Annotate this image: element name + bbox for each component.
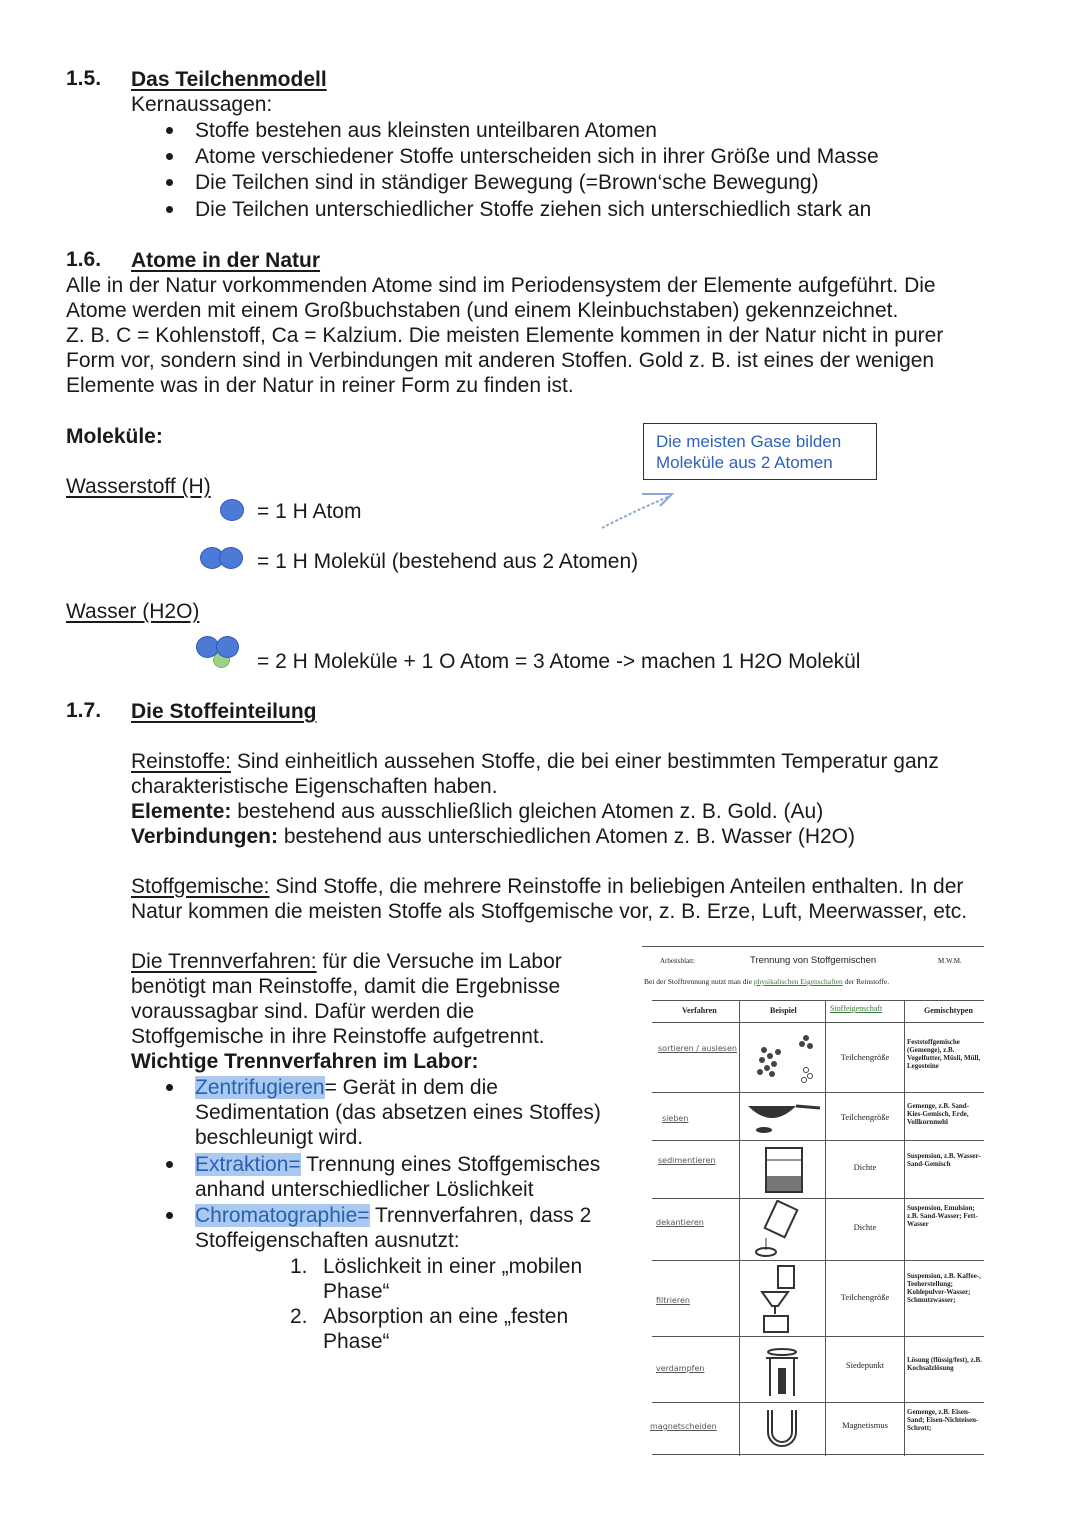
paragraph-line: charakteristische Eigenschaften haben. (131, 775, 498, 798)
paragraph-line: Alle in der Natur vorkommenden Atome sind im Periodensystem der Elemente aufgeführt. Die (66, 274, 936, 297)
worksheet-header: Beispiel (770, 1006, 797, 1015)
paragraph-line: anhand unterschiedlicher Löslichkeit (195, 1178, 534, 1201)
worksheet-image (642, 946, 984, 1456)
type-cell: Suspension, z.B. Wasser-Sand-Gemisch (907, 1152, 981, 1168)
bullet-icon (166, 1161, 173, 1168)
method-line (195, 1152, 600, 1177)
definition: für die Versuche im Labor (316, 950, 562, 973)
paragraph-line: voraussagbar sind. Dafür werden die (131, 1000, 475, 1023)
reinstoffe-line (131, 749, 939, 774)
type-cell: Lösung (flüssig/fest), z.B. Kochsalzlösung (907, 1356, 982, 1372)
wichtig-heading: Wichtige Trennverfahren im Labor: (131, 1050, 479, 1073)
prop-cell: Teilchengröße (840, 1112, 890, 1122)
paragraph-line: Z. B. C = Kohlenstoff, Ca = Kalzium. Die meisten Elemente kommen in der Natur nicht in purer (66, 324, 944, 347)
section-title: Atome in der Natur (131, 249, 321, 272)
list-item: Stoffe bestehen aus kleinsten unteilbaren Atomen (195, 119, 657, 142)
note-box (643, 423, 877, 480)
paragraph-line: benötigt man Reinstoffe, damit die Ergebnisse (131, 975, 561, 998)
definition: bestehend aus ausschließlich gleichen Atomen z. B. Gold. (Au) (231, 800, 824, 823)
worksheet-header: Verfahren (682, 1006, 717, 1015)
paragraph-line: Stoffgemische in ihre Reinstoffe aufgetrennt. (131, 1025, 545, 1048)
list-number: 2. (290, 1305, 308, 1328)
verfahren-cell: sortieren / auslesen (658, 1044, 737, 1053)
section-title: Das Teilchenmodell (131, 68, 327, 91)
paragraph-line: Sedimentation (das absetzen eines Stoffes) (195, 1101, 601, 1124)
h-atom-icon (216, 636, 239, 658)
type-cell: Gemenge, z.B. Eisen-Sand; Eisen-Nichteisen-Schrott; (907, 1408, 979, 1432)
evaporation-icon (758, 1338, 806, 1398)
list-item: Die Teilchen unterschiedlicher Stoffe ziehen sich unterschiedlich stark an (195, 198, 872, 221)
paragraph-line: Atome werden mit einem Großbuchstaben (und einem Kleinbuchstaben) gekennzeichnet. (66, 299, 899, 322)
definition: Sind Stoffe, die mehrere Reinstoffe in beliebigen Anteilen enthalten. In der (269, 875, 964, 898)
list-item: Atome verschiedener Stoffe unterscheiden sich in ihrer Größe und Masse (195, 145, 879, 168)
method-line (195, 1075, 498, 1100)
prop-cell: Siedepunkt (845, 1360, 885, 1370)
h-atom-icon (220, 499, 244, 521)
highlighted-term: Zentrifugieren (195, 1076, 325, 1099)
verfahren-cell: filtrieren (656, 1296, 690, 1305)
stoffgemische-line (131, 874, 963, 899)
elemente-line (131, 799, 823, 824)
paragraph-line: Natur kommen die meisten Stoffe als Stoffgemische vor, z. B. Erze, Luft, Meerwasser, etc. (131, 900, 968, 923)
list-number: 1. (290, 1255, 308, 1278)
note-line: Die meisten Gase bilden (656, 432, 842, 451)
term: Die Trennverfahren: (131, 950, 317, 973)
h-molecule-text: = 1 H Molekül (bestehend aus 2 Atomen) (257, 550, 639, 573)
bullet-icon (166, 127, 173, 134)
paragraph-line: Stoffeigenschaften ausnutzt: (195, 1229, 460, 1252)
bullet-icon (166, 153, 173, 160)
term: Reinstoffe: (131, 750, 232, 773)
definition: Trennverfahren, dass 2 (369, 1204, 592, 1227)
water-label: Wasser (H2O) (66, 600, 200, 623)
term: Verbindungen: (131, 825, 278, 848)
definition: Trennung eines Stoffgemisches (300, 1153, 601, 1176)
paragraph-line: Form vor, sondern sind in Verbindungen mit anderen Stoffen. Gold z. B. ist eines der wenigen (66, 349, 935, 372)
term: Stoffgemische: (131, 875, 270, 898)
worksheet-header: Gemischtypen (924, 1006, 973, 1015)
intro-hand: physikalischen Eigenschaften (753, 977, 843, 986)
bullet-icon (166, 179, 173, 186)
filter-icon (754, 1262, 808, 1334)
list-item: Die Teilchen sind in ständiger Bewegung (=Brown‘sche Bewegung) (195, 171, 819, 194)
intro-text: Bei der Stofftrennung nutzt man die (644, 977, 752, 986)
type-cell: Suspension, Emulsion; z.B. Sand-Wasser; Fett-Wasser (907, 1204, 978, 1228)
paragraph-line: beschleunigt wird. (195, 1126, 364, 1149)
beaker-icon (760, 1144, 810, 1196)
section-number: 1.7. (66, 699, 102, 722)
section-title: Die Stoffeinteilung (131, 700, 317, 723)
list-item: Phase“ (323, 1330, 390, 1353)
definition: = Gerät in dem die (324, 1076, 498, 1099)
water-equation: = 2 H Moleküle + 1 O Atom = 3 Atome -> machen 1 H2O Molekül (257, 650, 861, 673)
type-cell: Suspension, z.B. Kaffee-, Teeherstellung; Kohlepulver-Wasser; Schmutzwasser; (907, 1272, 981, 1304)
sieve-icon (742, 1094, 822, 1136)
verfahren-cell: sieben (662, 1114, 689, 1123)
intro-end: der Reinstoffe. (844, 977, 890, 986)
type-cell: Feststoffgemische (Gemenge), z.B. Vogelfutter, Müsli, Müll, Legosteine (907, 1038, 981, 1070)
definition: Sind einheitlich aussehen Stoffe, die bei einer bestimmten Temperatur ganz (231, 750, 939, 773)
verfahren-cell: magnetscheiden (650, 1422, 717, 1431)
section-number: 1.6. (66, 248, 102, 271)
prop-cell: Teilchengröße (840, 1052, 890, 1062)
hydrogen-label: Wasserstoff (H) (66, 475, 211, 498)
worksheet-header: Stoffeigenschaft (830, 1004, 883, 1013)
worksheet-label: Arbeitsblatt: (660, 957, 695, 965)
prop-cell: Teilchengröße (840, 1292, 890, 1302)
bullet-icon (166, 1212, 173, 1219)
subtitle: Kernaussagen: (131, 93, 273, 116)
worksheet-title: Trennung von Stoffgemischen (750, 955, 877, 966)
verfahren-cell: verdampfen (656, 1364, 705, 1373)
magnet-icon (762, 1404, 802, 1452)
arrow-icon (598, 486, 678, 532)
paragraph-line: Elemente was in der Natur in reiner Form zu finden ist. (66, 374, 574, 397)
decanting-icon (752, 1200, 812, 1258)
highlighted-term: Chromatographie= (195, 1204, 370, 1227)
verfahren-cell: dekantieren (656, 1218, 704, 1227)
list-item: Phase“ (323, 1280, 390, 1303)
grains-icon (752, 1030, 822, 1092)
method-line (195, 1203, 591, 1228)
list-item: Löslichkeit in einer „mobilen (323, 1255, 583, 1278)
prop-cell: Dichte (853, 1222, 877, 1232)
highlighted-term: Extraktion= (195, 1153, 301, 1176)
list-item: Absorption an eine „festen (323, 1305, 569, 1328)
bullet-icon (166, 1084, 173, 1091)
worksheet-initials: M.W.M. (938, 957, 962, 965)
trennverfahren-line (131, 949, 562, 974)
verbindungen-line (131, 824, 855, 849)
section-number: 1.5. (66, 67, 102, 90)
worksheet-intro (644, 977, 889, 986)
h-atom-icon (219, 547, 243, 569)
molecules-heading: Moleküle: (66, 425, 163, 448)
type-cell: Gemenge, z.B. Sand-Kies-Gemisch, Erde, Vollkornmehl (907, 1102, 970, 1126)
term: Elemente: (131, 800, 232, 823)
h-atom-text: = 1 H Atom (257, 500, 362, 523)
verfahren-cell: sedimentieren (658, 1156, 716, 1165)
definition: bestehend aus unterschiedlichen Atomen z. B. Wasser (H2O) (278, 825, 856, 848)
prop-cell: Dichte (853, 1162, 877, 1172)
bullet-icon (166, 206, 173, 213)
note-line: Moleküle aus 2 Atomen (656, 453, 833, 472)
prop-cell: Magnetismus (842, 1420, 888, 1430)
